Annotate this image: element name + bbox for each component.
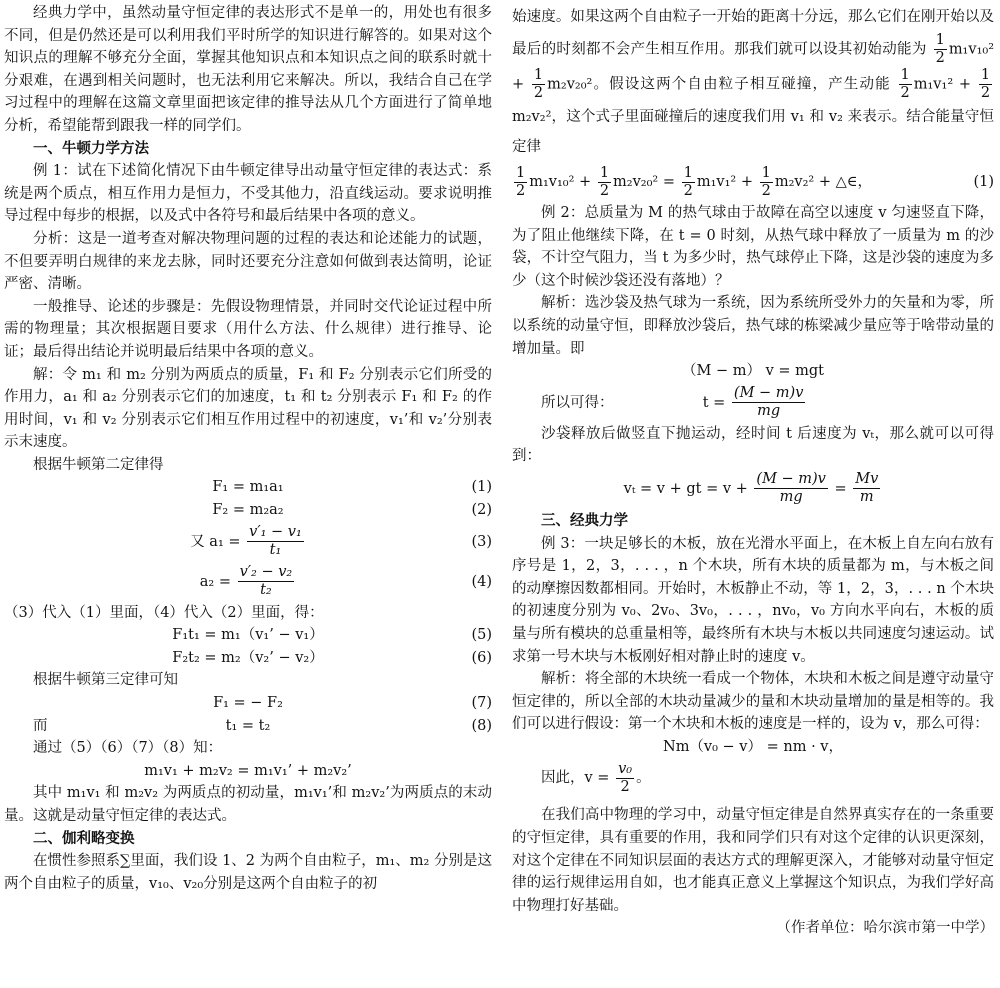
half-denominator: 2 (900, 85, 910, 101)
velocity-denominator-2: m (859, 489, 874, 506)
ke-init-term-2: m₂v₂₀² (547, 76, 593, 93)
half-denominator: 2 (516, 182, 526, 199)
energy-equation-number: (1) (973, 174, 994, 190)
equation-7-number: (7) (471, 695, 492, 712)
velocity-numerator-1: (M − m)v (756, 471, 826, 488)
ke-init-plus: + (512, 76, 525, 93)
time-numerator: (M − m)v (733, 385, 804, 402)
velocity-denominator-1: mg (779, 489, 803, 506)
velocity-numerator-2: Mv (855, 471, 879, 488)
half-fraction (934, 32, 947, 67)
half-numerator: 1 (900, 67, 910, 83)
equation-3-denominator: t₁ (269, 542, 282, 559)
half-denominator: 2 (683, 182, 693, 199)
intro-paragraph: 经典力学中，虽然动量守恒定律的表达形式不是单一的，用处也有很多不同，但是仍然还是可以利用我们平时所学的知识进行解答的。如果对这个知识点的理解不够充分全面，掌握其他知识点和本知识点之间的联系时就十分艰难，在遇到相关问题时，也无法利用它来解决。所以，我结合自己在学习过程中的理解在这篇文章里面把该定律的推导法从几个方面进行了简单地分析，希望能帮到跟我一样的同学们。 (4, 5, 492, 134)
time-fraction (732, 385, 805, 420)
sandbag-paragraph: 沙袋释放后做竖直下抛运动，经时间 t 后速度为 vₜ，那么就可以可得到： (512, 425, 994, 465)
momentum-equation-body: m₁v₁ + m₂v₂ = m₁v₁’ + m₂v₂’ (144, 762, 352, 779)
analysis-1: 分析：这是一道考查对解决物理问题的过程的表达和论述能力的试题，不但要弄明白规律的来龙去脉，同时还要充分注意如何做到表达简明，论证严密、清晰。 (4, 230, 492, 293)
equation-7-body: F₁ = − F₂ (213, 695, 283, 712)
half-numerator: 1 (980, 67, 991, 83)
left-column (4, 2, 492, 895)
velocity-result-equation (512, 468, 994, 510)
conclusion-paragraph: 其中 m₁v₁ 和 m₂v₂ 为两质点的初动量，m₁v₁’和 m₂v₂’为两质点的末动量。这就是动量守恒定律的表达式。 (4, 785, 492, 824)
energy-term-2: m₂v₂₀² (613, 174, 659, 190)
therefore-prefix: 因此，v = (541, 770, 610, 787)
half-denominator: 2 (980, 85, 991, 101)
so-get-label: 所以可得： (541, 394, 614, 411)
therefore-end: 。 (636, 770, 651, 787)
energy-term-4: m₂v₂² + △∈， (774, 174, 872, 190)
equation-4-numerator: v′₂ − v₂ (239, 564, 293, 581)
section-heading-classical: 三、经典力学 (541, 512, 628, 529)
velocity-equals: = (834, 480, 847, 497)
half-numerator: 1 (761, 164, 771, 181)
therefore-numerator: v₀ (618, 760, 633, 777)
half-numerator: 1 (599, 164, 610, 181)
half-denominator: 2 (533, 85, 544, 101)
equation-1 (4, 476, 492, 499)
equation-2 (4, 499, 492, 522)
equation-7 (4, 692, 492, 715)
author-affiliation: （作者单位：哈尔滨市第一中学） (776, 920, 994, 937)
equation-5-number: (5) (471, 627, 492, 644)
equation-8-body: t₁ = t₂ (225, 717, 271, 734)
right-column (512, 2, 994, 940)
half-fraction (598, 165, 611, 200)
equation-4 (4, 562, 492, 602)
ke-final-term-1: m₁v₁² (913, 76, 954, 93)
half-denominator: 2 (599, 182, 610, 199)
energy-conservation-equation (512, 162, 994, 202)
example-1: 例 1：试在下述简化情况下由牛顿定律导出动量守恒定律的表达式：系统是两个质点，相互作用力是恒力，不受其他力，沿直线运动。要求说明推导过程中每步的根据，以及式中各符号和最后结果中各项的意义。 (4, 163, 492, 225)
equation-5-body: F₁t₁ = m₁（v₁’ − v₁） (172, 627, 324, 644)
block-momentum-equation (512, 736, 994, 759)
energy-equals: = (662, 174, 676, 190)
equation-3-prefix: 又 a₁ = (190, 533, 241, 550)
half-fraction (514, 165, 527, 200)
half-numerator: 1 (533, 67, 544, 83)
through-line: 通过（5）（6）（7）（8）知： (33, 740, 223, 757)
energy-plus-2: + (740, 174, 754, 190)
velocity-fraction-1 (754, 471, 827, 506)
galileo-paragraph-start: 在惯性参照系∑里面，我们设 1、2 为两个自由粒子，m₁、m₂ 分别是这两个自由粒子的质量，v₁₀、v₂₀分别是这两个自由粒子的初 (4, 853, 492, 892)
energy-plus-1: + (579, 174, 592, 190)
half-numerator: 1 (683, 164, 693, 181)
equation-6 (4, 647, 492, 670)
example-2: 例 2：总质量为 M 的热气球由于故障在高空以速度 v 匀速竖直下降，为了阻止他继续下降，在 t = 0 时刻，从热气球中释放了一质量为 m 的沙袋，不计空气阻力，当 t 为多少时，热气球停止下降，这是沙袋的速度为多少（这个时候沙袋还没有落地）？ (512, 205, 994, 289)
therefore-denominator: 2 (620, 778, 630, 795)
half-denominator: 2 (935, 50, 945, 66)
equation-1-body: F₁ = m₁a₁ (212, 479, 284, 496)
momentum-time-equation (512, 360, 994, 383)
equation-4-number: (4) (471, 573, 492, 590)
block-momentum-body: Nm（v₀ − v） = nm · v， (663, 738, 843, 755)
section-heading-galileo: 二、伽利略变换 (33, 830, 135, 847)
ke-final-term-2: m₂v₂² (512, 109, 552, 125)
equation-2-number: (2) (471, 502, 492, 519)
equation-3-number: (3) (471, 533, 492, 550)
newton-second-law-line: 根据牛顿第二定律得 (33, 456, 164, 473)
example-3: 例 3：一块足够长的木板，放在光滑水平面上，在木板上自左向右放有序号是 1，2，3，. . . ，n 个木块，所有木块的质量都为 m，与木板之间的动摩擦因数都相同。开始时，木板静止不动，等 1，2，3，. . . n 个木块的初速度分别为 v₀、2v₀、3v₀，. . . ，nv₀，v₀ 方向水平向右，木板的质量与所有模块的总重量相等，最终所有木块与木板以共同速度匀速运动。试求第一号木块与木板刚好相对静止时的速度 v。 (512, 535, 994, 665)
galileo-text-c: ，这个式子里面碰撞后的速度我们用 v₁ 和 v₂ 来表示。结合能量守恒定律 (512, 109, 994, 155)
half-fraction (682, 165, 695, 200)
equation-4-denominator: t₂ (260, 582, 272, 599)
time-prefix: t = (702, 394, 726, 411)
equation-4-fraction (238, 564, 295, 599)
solution-1: 解：令 m₁ 和 m₂ 分别为两质点的质量，F₁ 和 F₂ 分别表示它们所受的作用力，a₁ 和 a₂ 分别表示它们的加速度，t₁ 和 t₂ 分别表示 F₁ 和 F₂ 的作用时间，v₁ 和 v₂ 分别表示它们相互作用过程中的初速度，v₁’和 v₂’分别表示末速度。 (4, 366, 492, 451)
half-fraction (899, 67, 912, 102)
time-result-equation (512, 383, 994, 423)
analysis-3: 解析：将全部的木块统一看成一个物体，木块和木板之间是遵守动量守恒定律的，所以全部的木块动量减少的量和木块动量增加的量是相等的。我们可以进行假设：第一个木块和木板的速度是一样的，设为 v，那么可得： (512, 671, 994, 733)
section-heading-newton: 一、牛顿力学方法 (33, 140, 149, 157)
equation-3 (4, 522, 492, 562)
velocity-prefix: vₜ = v + gt = v + (623, 480, 748, 497)
equation-6-body: F₂t₂ = m₂（v₂’ − v₂） (172, 649, 324, 666)
momentum-conservation-equation (4, 760, 492, 783)
velocity-fraction-2 (853, 471, 880, 506)
half-fraction (760, 165, 773, 200)
galileo-text-a: 始速度。如果这两个自由粒子一开始的距离十分远，那么它们在刚开始以及最后的时刻都不会产生相互作用。那我们就可以设其初始动能为 (512, 9, 994, 58)
final-paragraph: 在我们高中物理的学习中，动量守恒定律是自然界真实存在的一条重要的守恒定律，具有重要的作用，我和同学们只有对这个定律的认识更深刻，对这个定律在不同知识层面的表达方式的理解更深入，才能够对动量守恒定律的运行规律运用自如，也才能真正意义上掌握这个知识点，为我们学好高中物理打好基础。 (512, 807, 994, 914)
half-numerator: 1 (935, 32, 945, 48)
energy-term-1: m₁v₁₀² (529, 174, 575, 190)
equation-6-number: (6) (471, 649, 492, 666)
galileo-text-b: 。假设这两个自由粒子相互碰撞，产生动能 (592, 76, 891, 93)
analysis-2: 解析：选沙袋及热气球为一系统，因为系统所受外力的矢量和为零，所以系统的动量守恒，即释放沙袋后，热气球的栋梁减少量应等于啥带动量的增加量。即 (512, 295, 994, 357)
equation-1-number: (1) (471, 479, 492, 496)
general-steps: 一般推导、论述的步骤是：先假设物理情景，并同时交代论证过程中所需的物理量；其次根据题目要求（用什么方法、什么规律）进行推导、论证；最后得出结论并说明最后结果中各项的意义。 (4, 298, 492, 360)
equation-8 (4, 715, 492, 738)
therefore-equation (512, 758, 994, 798)
half-denominator: 2 (761, 182, 771, 199)
equation-8-lead: 而 (33, 717, 48, 734)
ke-init-term-1: m₁v₁₀² (948, 41, 995, 58)
equation-8-number: (8) (471, 717, 492, 734)
ke-final-plus: + (958, 76, 972, 93)
half-fraction (979, 67, 992, 102)
equation-4-prefix: a₂ = (199, 573, 231, 590)
substitution-line: （3）代入（1）里面，（4）代入（2）里面，得： (4, 604, 324, 621)
time-denominator: mg (757, 403, 781, 420)
energy-term-3: m₁v₁² (696, 174, 737, 190)
equation-5 (4, 624, 492, 647)
galileo-paragraph-continued (512, 2, 994, 162)
equation-3-numerator: v′₁ − v₁ (249, 524, 302, 541)
half-fraction (532, 67, 545, 102)
newton-third-law-line: 根据牛顿第三定律可知 (33, 672, 178, 689)
equation-2-body: F₂ = m₂a₂ (212, 502, 284, 519)
momentum-time-body: （M − m） v = mgt (682, 363, 824, 380)
half-numerator: 1 (516, 164, 526, 181)
equation-3-fraction (247, 524, 304, 559)
therefore-fraction (616, 761, 634, 796)
